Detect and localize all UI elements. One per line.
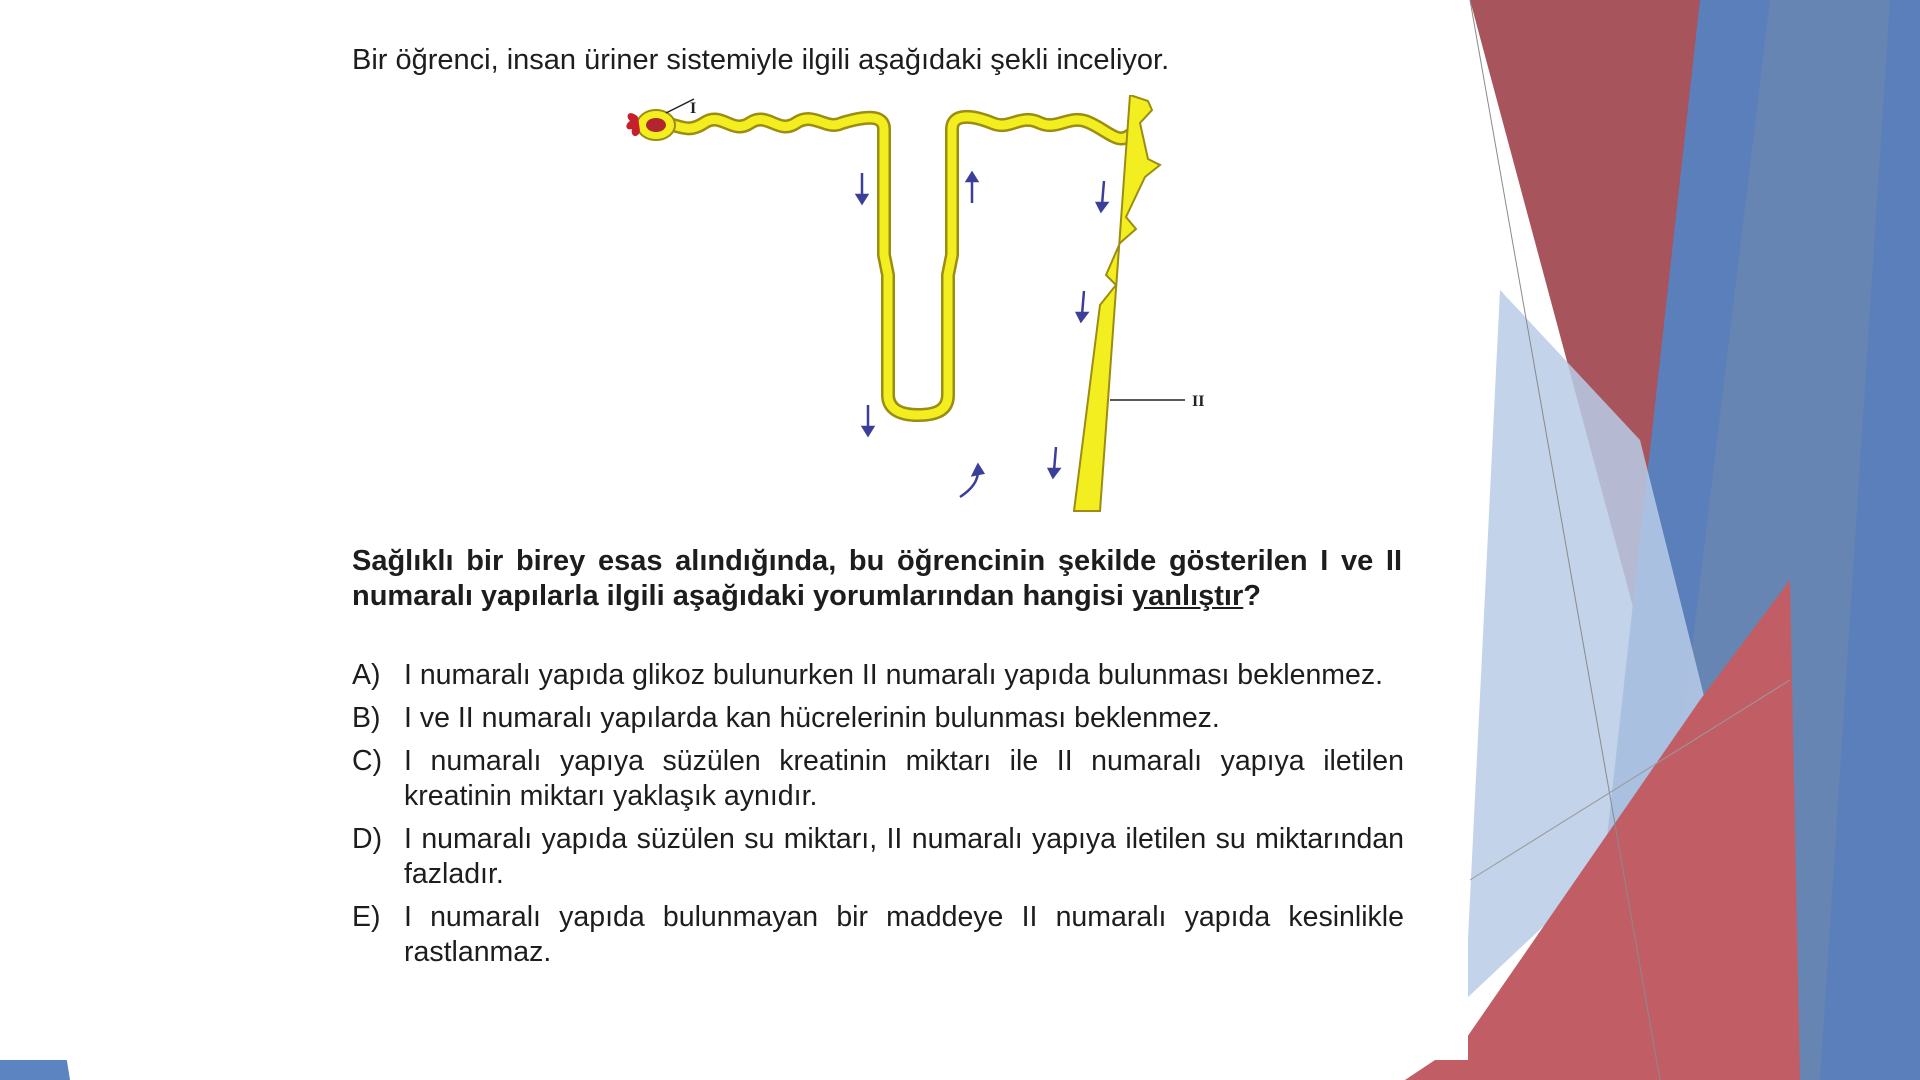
stem-text: Sağlıklı bir birey esas alındığında, bu öğrencinin şekilde gösterilen I ve II numaralı yapılarla ilgili aşağıdaki yorumlarından hangisi	[352, 545, 1402, 612]
choice-d[interactable]	[352, 822, 1404, 892]
choice-letter: D)	[352, 823, 383, 855]
choice-letter: B)	[352, 702, 381, 734]
choice-e[interactable]	[352, 900, 1404, 970]
choice-text: I ve II numaralı yapılarda kan hücrelerinin bulunması beklenmez.	[404, 702, 1220, 734]
choice-text: I numaralı yapıda süzülen su miktarı, II numaralı yapıya iletilen su miktarından fazladır.	[404, 823, 1404, 890]
choice-letter: C)	[352, 745, 383, 777]
choice-text: I numaralı yapıda bulunmayan bir maddeye II numaralı yapıda kesinlikle rastlanmaz.	[404, 901, 1404, 968]
choice-text: I numaralı yapıya süzülen kreatinin miktarı ile II numaralı yapıya iletilen kreatinin miktarı yaklaşık aynıdır.	[404, 745, 1404, 812]
choice-letter: A)	[352, 659, 381, 691]
nephron-tubule	[660, 117, 1130, 415]
stem-end: ?	[1243, 580, 1261, 612]
choice-text: I numaralı yapıda glikoz bulunurken II numaralı yapıda bulunması beklenmez.	[404, 659, 1384, 691]
question-stem	[352, 544, 1402, 614]
question-intro: Bir öğrenci, insan üriner sistemiyle ilgili aşağıdaki şekli inceliyor.	[352, 44, 1170, 76]
stem-emphasis: yanlıştır	[1132, 580, 1244, 612]
glomerulus-capsule	[626, 110, 675, 140]
choice-a[interactable]	[352, 658, 1404, 693]
answer-choices	[352, 658, 1404, 978]
choice-b[interactable]	[352, 701, 1404, 736]
choice-letter: E)	[352, 901, 381, 933]
choice-c[interactable]	[352, 744, 1404, 814]
collecting-duct	[1074, 95, 1160, 511]
label-one: I	[690, 100, 697, 117]
nephron-diagram	[600, 95, 1250, 515]
label-two: II	[1192, 393, 1205, 410]
